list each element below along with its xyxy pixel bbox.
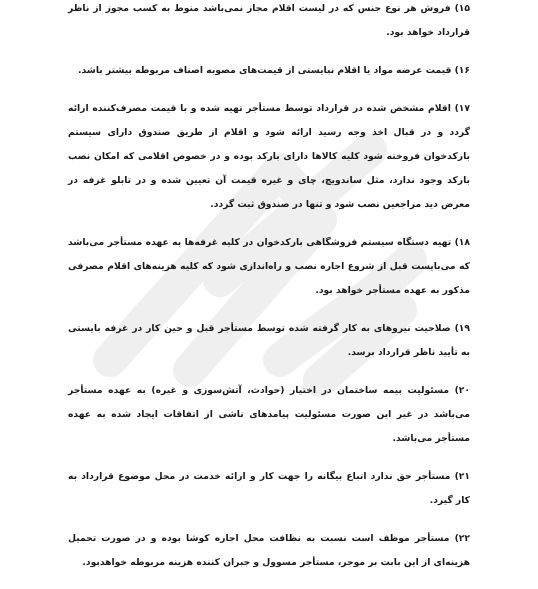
clause-21: ۲۱) مستأجر حق ندارد اتباع بیگانه را جهت کار و ارائه خدمت در محل موضوع قرارداد به کار گیرد. bbox=[68, 471, 470, 506]
document-body bbox=[68, 0, 470, 589]
clause-18: ۱۸) تهیه دستگاه سیستم فروشگاهی بارکدخوان در کلیه غرفه‌ها به عهده مستأجر می‌باشد که می‌بایست قبل از شروع اجاره نصب و راه‌اندازی شود که کلیه هزینه‌های اقلام مصرفی مذکور به عهده مستأجر خواهد بود. bbox=[68, 237, 470, 296]
clause-20: ۲۰) مسئولیت بیمه ساختمان در اختیار (حوادث، آتش‌سوزی و غیره) به عهده مستأجر می‌باشد در غیر این صورت مسئولیت پیامدهای ناشی از اتفاقات ایجاد شده به عهده مستأجر می‌باشد. bbox=[68, 385, 470, 444]
clause-19: ۱۹) صلاحیت نیروهای به کار گرفته شده توسط مستأجر قبل و حین کار در غرفه بایستی به تأیید ناظر قرارداد برسد. bbox=[68, 323, 470, 358]
clause-16: ۱۶) قیمت عرضه مواد یا اقلام نبایستی از قیمت‌های مصوبه اصناف مربوطه بیشتر باشد. bbox=[77, 65, 470, 76]
clause-17: ۱۷) اقلام مشخص شده در قرارداد توسط مستأجر تهیه شده و با قیمت مصرف‌کننده ارائه گردد و در قبال اخذ وجه رسید ارائه شود و اقلام از طریق صندوق دارای سیستم بارکدخوان فروخته شود کلیه کالاها دارای بارکد بوده و در خصوص اقلامی که امکان نصب بارکد وجود ندارد، مثل ساندویچ، چای و غیره قیمت آن تعیین شده و در تابلو غرفه در معرض دید مراجعین نصب شود و تنها در صندوق ثبت گردد. bbox=[68, 103, 470, 210]
clause-15: ۱۵) فروش هر نوع جنس که در لیست اقلام مجاز نمی‌باشد منوط به کسب مجوز از ناظر قرارداد خواهد بود. bbox=[68, 3, 470, 38]
clause-22: ۲۲) مستأجر موظف است نسبت به نظافت محل اجاره کوشا بوده و در صورت تحمیل هزینه‌ای از این بابت بر موجر، مستأجر مسوول و جبران کننده هزینه مربوطه خواهدبود. bbox=[68, 533, 470, 568]
